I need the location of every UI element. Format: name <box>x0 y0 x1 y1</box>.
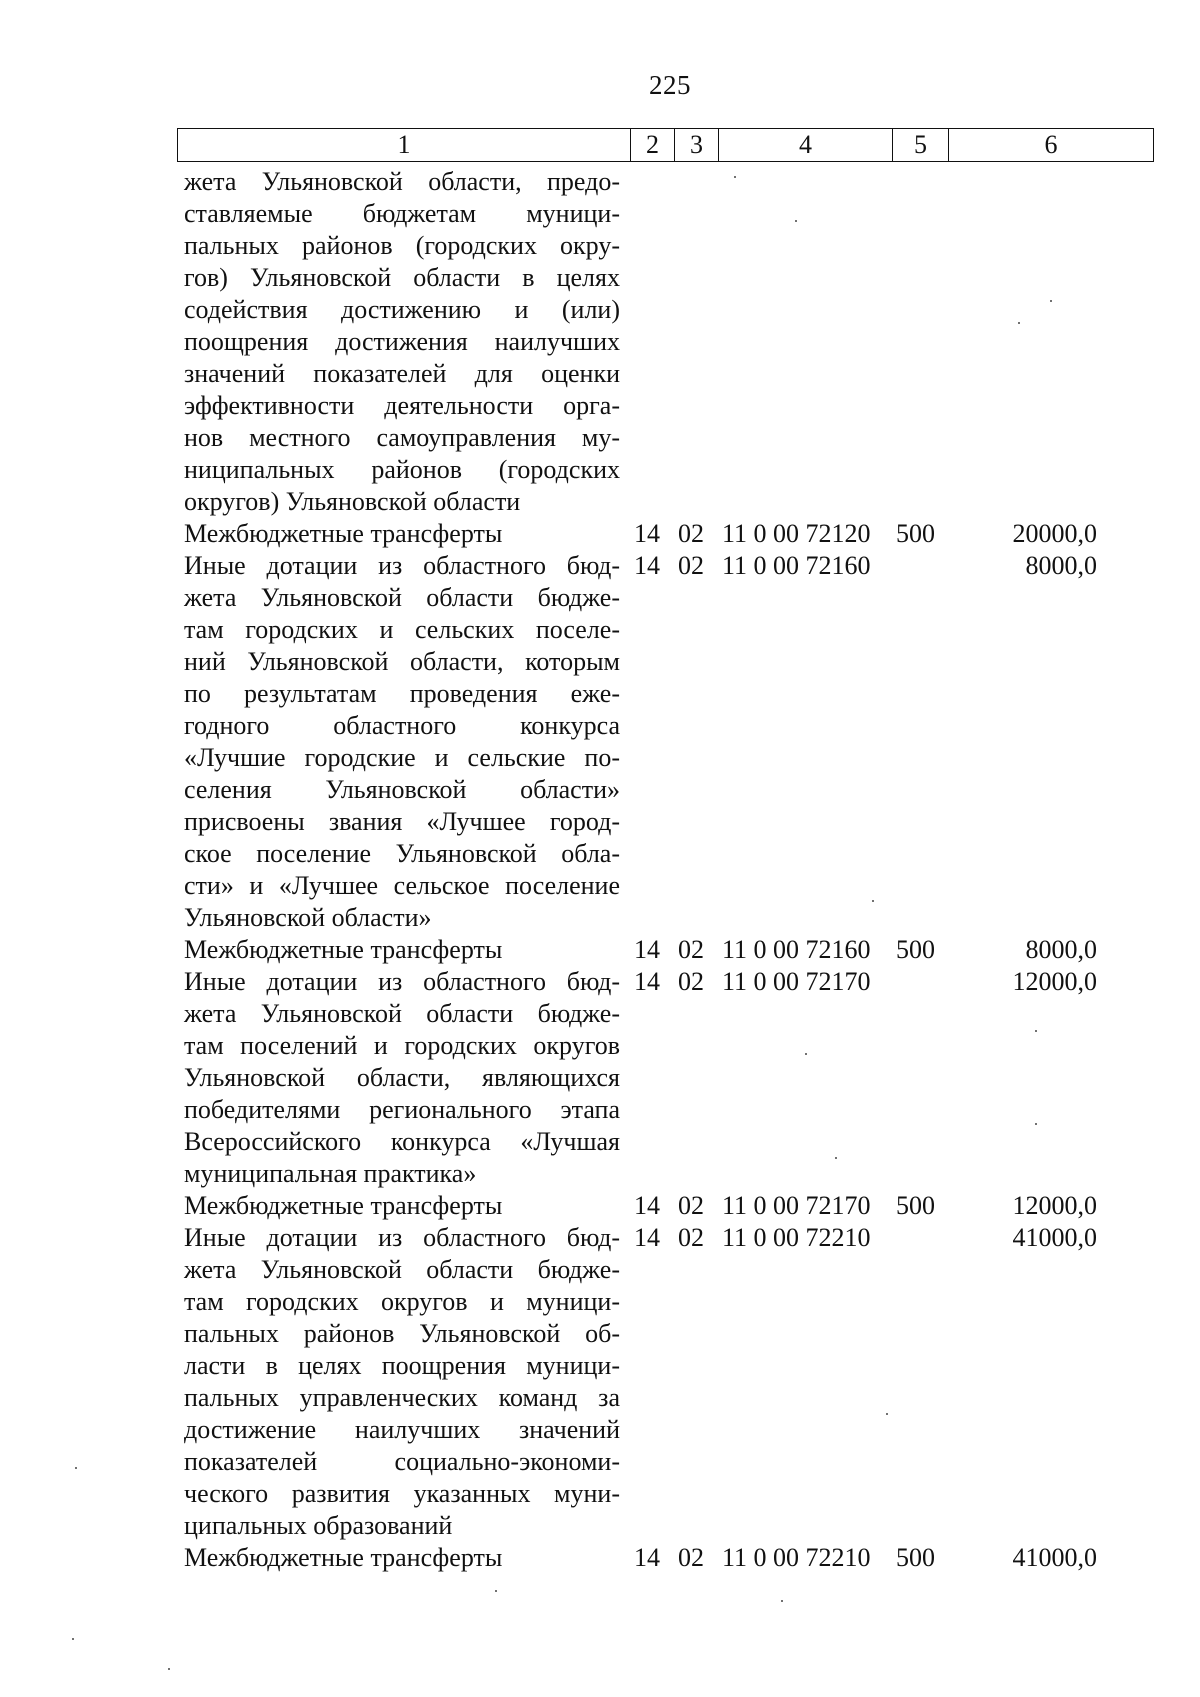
amount: 20000,0 <box>1012 519 1097 548</box>
table-row <box>0 1222 1200 1542</box>
row-description <box>184 966 620 1190</box>
description-line: жета Ульяновской области бюдже- <box>184 999 620 1028</box>
row-description <box>184 1190 620 1222</box>
row-description <box>184 1222 620 1542</box>
section-code: 14 <box>634 967 660 996</box>
description-line: «Лучшие городские и сельские по- <box>184 743 620 772</box>
amount: 41000,0 <box>1012 1543 1097 1572</box>
expense-type-code: 500 <box>896 935 935 964</box>
description-line: сти» и «Лучшее сельское поселение <box>184 871 620 900</box>
description-line: поощрения достижения наилучших <box>184 327 620 356</box>
description-line: ципальных образований <box>184 1511 453 1540</box>
scan-speck <box>495 1590 497 1592</box>
table-body <box>0 166 1200 1574</box>
subsection-code: 02 <box>678 1543 704 1572</box>
table-row <box>0 1542 1200 1574</box>
table-row <box>0 934 1200 966</box>
table-row <box>0 1190 1200 1222</box>
description-line: годного областного конкурса <box>184 711 620 740</box>
subsection-code: 02 <box>678 967 704 996</box>
description-line: Межбюджетные трансферты <box>184 519 503 548</box>
subsection-code: 02 <box>678 551 704 580</box>
header-col-6: 6 <box>948 129 1153 161</box>
scan-speck <box>805 1053 807 1055</box>
section-code: 14 <box>634 519 660 548</box>
scan-speck <box>1035 1123 1037 1125</box>
expense-type-code: 500 <box>896 1191 935 1220</box>
header-col-4: 4 <box>718 129 892 161</box>
scan-speck <box>72 1638 74 1640</box>
description-line: там поселений и городских округов <box>184 1031 620 1060</box>
description-line: жета Ульяновской области бюдже- <box>184 583 620 612</box>
description-line: пальных районов (городских окру- <box>184 231 620 260</box>
description-line: округов) Ульяновской области <box>184 487 521 516</box>
description-line: селения Ульяновской области» <box>184 775 620 804</box>
table-row <box>0 550 1200 934</box>
description-line: Ульяновской области, являющихся <box>184 1063 620 1092</box>
subsection-code: 02 <box>678 935 704 964</box>
amount: 8000,0 <box>1025 551 1097 580</box>
description-line: муниципальная практика» <box>184 1159 477 1188</box>
description-line: гов) Ульяновской области в целях <box>184 263 620 292</box>
expense-type-code: 500 <box>896 1543 935 1572</box>
description-line: ское поселение Ульяновской обла- <box>184 839 620 868</box>
target-article-code: 11 0 00 72170 <box>722 967 871 996</box>
description-line: там городских округов и муници- <box>184 1287 620 1316</box>
target-article-code: 11 0 00 72170 <box>722 1191 871 1220</box>
subsection-code: 02 <box>678 519 704 548</box>
section-code: 14 <box>634 1223 660 1252</box>
description-line: ласти в целях поощрения муници- <box>184 1351 620 1380</box>
description-line: значений показателей для оценки <box>184 359 620 388</box>
row-description <box>184 166 620 518</box>
scan-speck <box>75 1467 77 1469</box>
table-row <box>0 966 1200 1190</box>
description-line: Межбюджетные трансферты <box>184 1191 503 1220</box>
target-article-code: 11 0 00 72160 <box>722 935 871 964</box>
scan-speck <box>1018 322 1020 324</box>
description-line: Иные дотации из областного бюд- <box>184 1223 620 1252</box>
amount: 12000,0 <box>1012 967 1097 996</box>
table-row <box>0 166 1200 518</box>
description-line: там городских и сельских поселе- <box>184 615 620 644</box>
scan-speck <box>872 900 874 902</box>
row-description <box>184 550 620 934</box>
page-number: 225 <box>649 70 691 100</box>
description-line: по результатам проведения еже- <box>184 679 620 708</box>
description-line: жета Ульяновской области, предо- <box>184 167 620 196</box>
amount: 12000,0 <box>1012 1191 1097 1220</box>
scan-speck <box>795 220 797 222</box>
target-article-code: 11 0 00 72210 <box>722 1223 871 1252</box>
description-line: победителями регионального этапа <box>184 1095 620 1124</box>
section-code: 14 <box>634 935 660 964</box>
scan-speck <box>835 1157 837 1159</box>
target-article-code: 11 0 00 72120 <box>722 519 871 548</box>
scan-speck <box>1035 1030 1037 1032</box>
row-description <box>184 934 620 966</box>
description-line: содействия достижению и (или) <box>184 295 620 324</box>
description-line: Всероссийского конкурса «Лучшая <box>184 1127 620 1156</box>
description-line: достижение наилучших значений <box>184 1415 620 1444</box>
scan-speck <box>781 1600 783 1602</box>
subsection-code: 02 <box>678 1223 704 1252</box>
description-line: нов местного самоуправления му- <box>184 423 620 452</box>
description-line: ниципальных районов (городских <box>184 455 620 484</box>
target-article-code: 11 0 00 72160 <box>722 551 871 580</box>
table-row <box>0 518 1200 550</box>
subsection-code: 02 <box>678 1191 704 1220</box>
description-line: эффективности деятельности орга- <box>184 391 620 420</box>
scan-speck <box>168 1668 170 1670</box>
description-line: Ульяновской области» <box>184 903 432 932</box>
description-line: жета Ульяновской области бюдже- <box>184 1255 620 1284</box>
expense-type-code: 500 <box>896 519 935 548</box>
header-col-1: 1 <box>397 130 411 159</box>
description-line: пальных районов Ульяновской об- <box>184 1319 620 1348</box>
header-col-5: 5 <box>892 129 948 161</box>
description-line: ний Ульяновской области, которым <box>184 647 620 676</box>
section-code: 14 <box>634 1191 660 1220</box>
amount: 41000,0 <box>1012 1223 1097 1252</box>
description-line: ставляемые бюджетам муници- <box>184 199 620 228</box>
table-header <box>177 128 1154 162</box>
description-line: Иные дотации из областного бюд- <box>184 551 620 580</box>
description-line: Межбюджетные трансферты <box>184 1543 503 1572</box>
target-article-code: 11 0 00 72210 <box>722 1543 871 1572</box>
description-line: Иные дотации из областного бюд- <box>184 967 620 996</box>
description-line: Межбюджетные трансферты <box>184 935 503 964</box>
section-code: 14 <box>634 1543 660 1572</box>
description-line: присвоены звания «Лучшее город- <box>184 807 620 836</box>
description-line: показателей социально-экономи- <box>184 1447 620 1476</box>
amount: 8000,0 <box>1025 935 1097 964</box>
row-description <box>184 1542 620 1574</box>
scan-speck <box>1050 300 1052 302</box>
scan-speck <box>734 176 736 178</box>
description-line: пальных управленческих команд за <box>184 1383 620 1412</box>
row-description <box>184 518 620 550</box>
header-col-2: 2 <box>630 129 674 161</box>
section-code: 14 <box>634 551 660 580</box>
scan-speck <box>886 1413 888 1415</box>
header-col-3: 3 <box>674 129 718 161</box>
description-line: ческого развития указанных муни- <box>184 1479 620 1508</box>
